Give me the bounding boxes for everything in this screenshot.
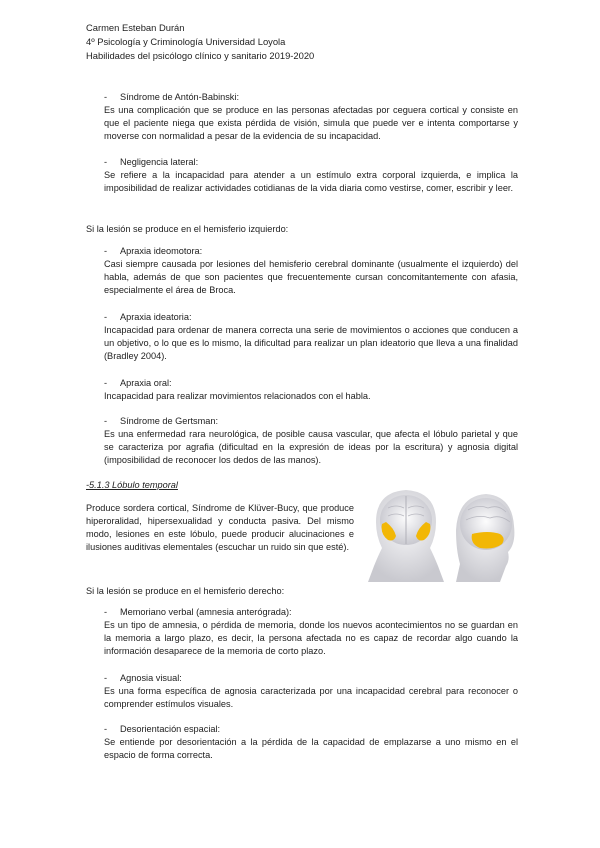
brain-temporal-lobe-figure [360, 486, 518, 582]
list-dash: - [104, 724, 108, 734]
course-name: 4º Psicología y Criminología Universidad Loyola [86, 36, 286, 47]
list-dash: - [104, 378, 108, 388]
list-dash: - [104, 607, 108, 617]
item-body: Es un tipo de amnesia, o pérdida de memoria, donde los nuevos acontecimientos no se guardan en la memoria a largo plazo, es decir, la persona afectada no es capaz de recordar algo cuando la información desaparece de la memoria de corto plazo. [104, 620, 518, 656]
author-name: Carmen Esteban Durán [86, 22, 185, 33]
list-dash: - [104, 246, 108, 256]
item-title: Apraxia ideatoria: [120, 312, 192, 322]
item-title: Síndrome de Gertsman: [120, 416, 219, 426]
item-body: Es una complicación que se produce en las personas afectadas por ceguera cortical y consiste en que el paciente niega que exista pérdida de visión, simula que puede ver e intenta comportarse y moverse con normalidad a pesar de la evidencia de su incapacidad. [104, 105, 518, 141]
list-dash: - [104, 157, 108, 167]
item-sindrome-gertsman [86, 415, 518, 467]
right-hemisphere-intro: Si la lesión se produce en el hemisferio derecho: [86, 586, 285, 596]
subject-name: Habilidades del psicólogo clínico y sanitario 2019-2020 [86, 50, 315, 61]
front-head-view [368, 490, 444, 582]
item-desorientacion-espacial [86, 723, 518, 762]
item-anton-babinski [86, 91, 518, 143]
item-title: Negligencia lateral: [120, 157, 199, 167]
brain-illustration [360, 486, 518, 582]
item-negligencia-lateral [86, 156, 518, 195]
item-title: Apraxia ideomotora: [120, 246, 203, 256]
item-title: Síndrome de Antón-Babinski: [120, 92, 239, 102]
item-body: Casi siempre causada por lesiones del hemisferio cerebral dominante (usualmente el izquierdo) del habla, además de que son pacientes que frecuentemente cursan concomitantemente con afasia, especialmente el área de Broca. [104, 259, 518, 295]
item-apraxia-ideatoria [86, 311, 518, 363]
list-dash: - [104, 92, 108, 102]
section-heading-temporal: -5.1.3 Lóbulo temporal [86, 480, 178, 490]
list-dash: - [104, 416, 108, 426]
item-body: Se entiende por desorientación a la pérdida de la capacidad de emplazarse a uno mismo en el espacio de forma correcta. [104, 737, 518, 760]
item-body: Es una forma específica de agnosia caracterizada por una incapacidad cerebral para reconocer o comprender estímulos visuales. [104, 686, 518, 709]
item-title: Memoriano verbal (amnesia anterógrada): [120, 607, 292, 617]
temporal-body: Produce sordera cortical, Síndrome de Klüver-Bucy, que produce hiperoralidad, hipersexualidad y conducta pasiva. Del mismo modo, lesiones en este lóbulo, puede producir alucinaciones e ilusiones auditivas elementales (escuchar un ruido sin que esté). [86, 503, 354, 552]
list-dash: - [104, 673, 108, 683]
left-hemisphere-intro: Si la lesión se produce en el hemisferio izquierdo: [86, 224, 289, 234]
side-head-view [456, 494, 514, 582]
item-title: Agnosia visual: [120, 673, 182, 683]
item-body: Incapacidad para realizar movimientos relacionados con el habla. [104, 391, 371, 401]
item-title: Desorientación espacial: [120, 724, 221, 734]
item-body: Se refiere a la incapacidad para atender a un estímulo extra corporal izquierda, e implica la imposibilidad de realizar actividades cotidianas de la vida diaria como vestirse, comer, escribir y leer. [104, 170, 518, 193]
item-memoria-no-verbal [86, 606, 518, 658]
document-header [86, 21, 516, 63]
item-title: Apraxia oral: [120, 378, 172, 388]
item-agnosia-visual [86, 672, 518, 711]
item-apraxia-ideomotora [86, 245, 518, 297]
list-dash: - [104, 312, 108, 322]
item-body: Incapacidad para ordenar de manera correcta una serie de movimientos o acciones que conducen a un objetivo, o lo que es lo mismo, la dificultad para realizar un plan ideatorio que lleva a una finalidad (Bradley 2004). [104, 325, 518, 361]
item-apraxia-oral [86, 377, 518, 403]
item-body: Es una enfermedad rara neurológica, de posible causa vascular, que afecta el lóbulo parietal y que se caracteriza por agrafia (dificultad en la expresión de ideas por la escritura) y agnosia digital (imposibilidad de reconocer los dedos de las manos). [104, 429, 518, 465]
